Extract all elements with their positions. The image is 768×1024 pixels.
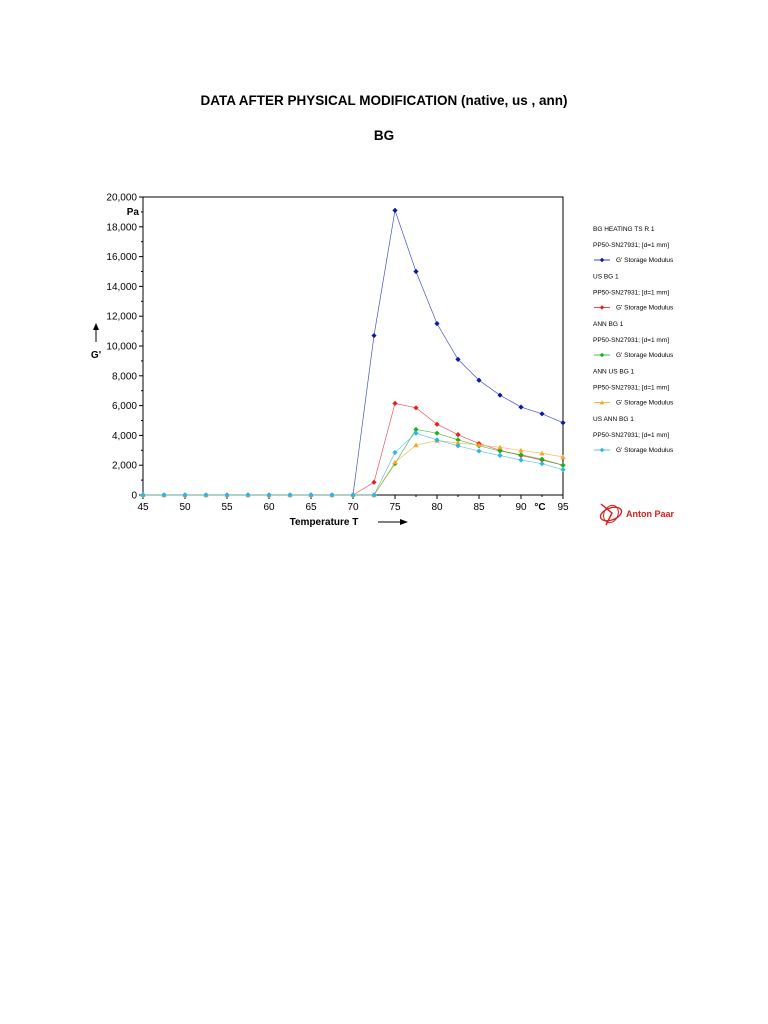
series-line-3 <box>143 429 563 495</box>
legend-entry-4: G' Storage Modulus <box>616 399 674 407</box>
legend-marker-5 <box>600 448 605 453</box>
data-point <box>518 452 523 457</box>
brand-logo-icon <box>599 503 624 525</box>
data-point <box>455 432 460 437</box>
page-title: DATA AFTER PHYSICAL MODIFICATION (native, us , ann) <box>200 93 568 108</box>
data-point <box>434 321 439 326</box>
x-tick-label: 65 <box>305 502 317 513</box>
y-tick-label: 16,000 <box>106 252 137 264</box>
x-axis-arrowhead <box>400 519 408 525</box>
data-point <box>392 208 397 213</box>
x-tick-label: 55 <box>221 502 233 513</box>
data-point <box>560 420 565 425</box>
y-tick-label: 10,000 <box>106 341 137 353</box>
data-point <box>371 480 376 485</box>
legend-geometry-5: PP50-SN27931; [d=1 mm] <box>593 432 670 439</box>
data-point <box>434 431 439 436</box>
legend-entry-1: G' Storage Modulus <box>616 257 674 264</box>
x-tick-label: 50 <box>179 502 191 513</box>
legend-entry-3: G' Storage Modulus <box>616 352 674 359</box>
legend-marker-2 <box>600 305 605 310</box>
x-tick-label: 70 <box>347 502 359 513</box>
legend-group-2: US BG 1 <box>593 273 619 281</box>
y-axis-arrowhead <box>93 323 99 330</box>
data-point <box>476 448 481 453</box>
x-tick-label: 80 <box>431 502 443 513</box>
data-point <box>497 393 502 398</box>
data-point <box>392 401 397 406</box>
data-point <box>539 457 544 462</box>
data-point <box>518 457 523 462</box>
data-point <box>497 453 502 458</box>
y-tick-label: 6,000 <box>111 401 137 413</box>
data-point <box>413 269 418 274</box>
data-point <box>371 333 376 338</box>
series-line-5 <box>143 433 563 495</box>
x-tick-label: 95 <box>557 502 569 513</box>
y-tick-label: 18,000 <box>106 222 137 234</box>
y-tick-label: 20,000 <box>106 192 137 204</box>
x-tick-label: 90 <box>515 502 527 513</box>
legend-group-4: ANN US BG 1 <box>593 368 635 376</box>
y-tick-label: 4,000 <box>111 430 137 442</box>
x-axis-label: Temperature T <box>289 517 359 528</box>
legend-geometry-2: PP50-SN27931; [d=1 mm] <box>593 289 670 297</box>
legend-geometry-1: PP50-SN27931; [d=1 mm] <box>593 242 670 249</box>
legend-group-3: ANN BG 1 <box>593 321 624 328</box>
x-tick-label: 85 <box>473 502 485 513</box>
y-tick-label: 12,000 <box>106 311 137 323</box>
x-unit-label: °C <box>534 502 546 513</box>
y-tick-label: 14,000 <box>106 281 137 293</box>
y-unit-label: Pa <box>126 207 139 218</box>
brand-name: Anton Paar <box>626 509 675 519</box>
data-point <box>539 461 544 466</box>
y-axis-label: G' <box>90 350 102 361</box>
x-tick-label: 60 <box>263 502 275 513</box>
data-point <box>539 411 544 416</box>
legend-group-1: BG HEATING TS R 1 <box>593 226 655 233</box>
legend-group-5: US ANN BG 1 <box>593 416 634 423</box>
legend-geometry-4: PP50-SN27931; [d=1 mm] <box>593 384 670 392</box>
legend-marker-3 <box>600 353 605 358</box>
y-tick-label: 2,000 <box>111 460 137 472</box>
data-point <box>560 467 565 472</box>
data-point <box>518 404 523 409</box>
x-tick-label: 75 <box>389 502 401 513</box>
y-tick-label: 8,000 <box>111 371 137 383</box>
legend-geometry-3: PP50-SN27931; [d=1 mm] <box>593 337 670 344</box>
legend-entry-5: G' Storage Modulus <box>616 447 674 454</box>
y-tick-label: 0 <box>131 490 137 502</box>
legend-entry-2: G' Storage Modulus <box>616 304 674 312</box>
legend-marker-1 <box>600 258 605 263</box>
x-tick-label: 45 <box>137 502 149 513</box>
page-subtitle: BG <box>373 128 395 143</box>
data-point <box>560 463 565 468</box>
